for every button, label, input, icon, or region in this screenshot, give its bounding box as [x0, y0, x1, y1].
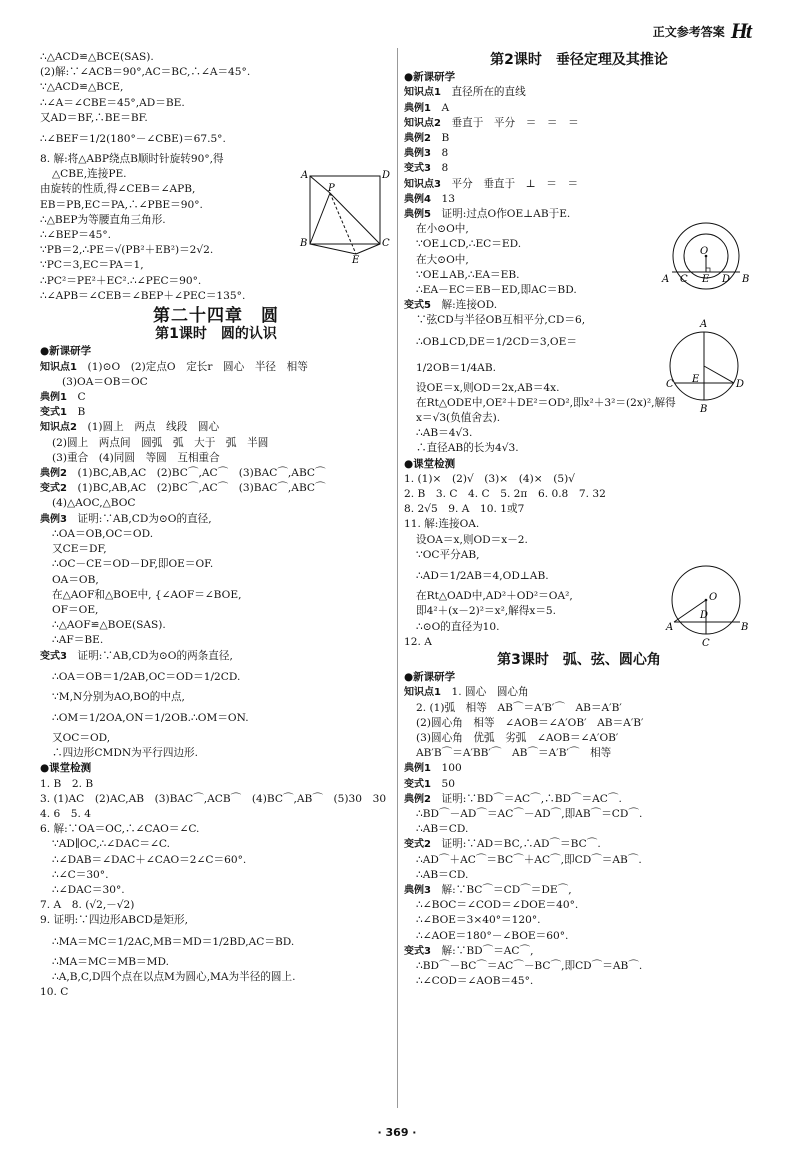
right-line [404, 146, 754, 161]
right-line: ∴AB＝CD. [416, 823, 469, 836]
left-line [40, 405, 392, 420]
fig3-label-e: E [692, 374, 700, 385]
header-title: 正文参考答案 [652, 24, 725, 39]
right-line [404, 837, 754, 852]
left-line: 又CE＝DF, [52, 543, 107, 556]
item-text: B [66, 406, 86, 419]
right-line [404, 161, 754, 176]
right-line: 在Rt△OAD中,AD²＋OD²＝OA², [416, 590, 573, 603]
fig3-label-d: D [736, 379, 745, 390]
fig1-label-d: D [382, 170, 391, 181]
left-line: 1. B 2. B [40, 777, 94, 790]
left-line: ∴OA＝OB＝1/2AB,OC＝OD＝1/2CD. [52, 670, 241, 683]
item-label: 典例3 [40, 513, 67, 525]
left-line: ●新课研学 [40, 345, 92, 358]
left-line [40, 360, 392, 375]
right-line [404, 761, 754, 776]
left-line [40, 481, 392, 496]
item-text: A [430, 101, 450, 114]
left-line: ∴OA＝OB,OC＝OD. [52, 527, 154, 540]
right-line: ∴⊙O的直径为10. [416, 620, 500, 633]
right-line: 2. (1)弧 相等 AB⌒＝A′B′⌒ AB＝A′B′ [416, 701, 622, 714]
item-text: 13 [430, 192, 456, 205]
item-text: 解:∵BD⌒＝AC⌒, [430, 944, 534, 957]
left-line: 7. A 8. (√2,－√2) [40, 899, 135, 912]
right-line: ∵OE⊥AB,∴EA＝EB. [416, 268, 520, 281]
right-column [404, 50, 754, 989]
fig1-label-a: A [301, 170, 309, 181]
right-line: 在大⊙O中, [416, 253, 469, 266]
left-line: ∵AD∥OC,∴∠DAC＝∠C. [52, 838, 170, 851]
item-text: 50 [430, 777, 456, 790]
right-line [404, 207, 754, 222]
left-line: ∴A,B,C,D四个点在以点M为圆心,MA为半径的圆上. [52, 970, 296, 983]
page-number: · 369 · [377, 1126, 417, 1139]
right-line: ∴∠BOC＝∠COD＝∠DOE＝40°. [416, 899, 579, 912]
right-line: 即4²＋(x－2)²＝x²,解得x＝5. [416, 605, 557, 618]
item-label: 变式3 [404, 163, 431, 175]
right-line: 2. B 3. C 4. C 5. 2π 6. 0.8 7. 32 [404, 488, 606, 501]
item-label: 典例1 [404, 763, 431, 775]
left-line [40, 420, 392, 435]
right-line [404, 792, 754, 807]
right-line: 第3课时 弧、弦、圆心角 [497, 651, 661, 668]
left-line: ∴∠A＝∠CBE＝45°,AD＝BE. [40, 96, 185, 109]
item-text: 证明:∵AD＝BC,∴AD⌒＝BC⌒. [430, 838, 601, 851]
right-line: ∴AD⌒＋AC⌒＝BC⌒＋AC⌒,即CD⌒＝AB⌒. [416, 853, 642, 866]
brand-logo: Ht [730, 18, 750, 43]
item-text: 垂直于 平分 ＝ ＝ ＝ [440, 116, 579, 129]
right-line: (3)圆心角 优弧 劣弧 ∠AOB＝∠A′OB′ [416, 731, 619, 744]
item-text: 证明:过点O作OE⊥AB于E. [430, 208, 571, 221]
item-label: 变式3 [404, 945, 431, 957]
left-line: △CBE,连接PE. [52, 168, 127, 181]
right-line: ∴直径AB的长为4√3. [416, 442, 519, 455]
right-line [404, 85, 754, 100]
left-line: ∴MA＝MC＝MB＝MD. [52, 955, 169, 968]
left-line: ∴OM＝1/2OA,ON＝1/2OB.∴OM＝ON. [52, 711, 249, 724]
item-text: 1. 圆心 圆心角 [440, 686, 529, 699]
item-label: 典例4 [404, 193, 431, 205]
left-line: 9. 证明:∵四边形ABCD是矩形, [40, 914, 188, 927]
right-line [404, 298, 754, 313]
item-text: 解:∵BC⌒＝CD⌒＝DE⌒, [430, 883, 572, 896]
left-line: ∴∠C＝30°. [52, 868, 109, 881]
fig3-label-a: A [700, 319, 708, 330]
left-line: ●课堂检测 [40, 762, 92, 775]
circle-chord-figure [666, 316, 752, 416]
left-line: ∵PC＝3,EC＝PA＝1, [40, 259, 144, 272]
right-line: 11. 解:连接OA. [404, 518, 480, 531]
item-text: 8 [430, 147, 449, 160]
left-line: ∴∠DAB＝∠DAC＋∠CAO＝2∠C＝60°. [52, 853, 247, 866]
left-line: ∴四边形CMDN为平行四边形. [52, 747, 199, 760]
right-line: 第2课时 垂径定理及其推论 [490, 52, 668, 68]
left-line: 第二十四章 圆 [153, 306, 279, 327]
fig1-label-e: E [352, 255, 360, 266]
right-line [404, 192, 754, 207]
fig1-label-c: C [382, 238, 390, 249]
right-line: 12. A [404, 635, 432, 648]
column-divider [397, 48, 398, 1108]
right-line: 在Rt△ODE中,OE²＋DE²＝OD²,即x²＋3²＝(2x)²,解得 [416, 396, 676, 409]
fig2-label-c: C [680, 274, 688, 285]
right-line: ∴∠COD＝∠AOB＝45°. [416, 975, 534, 988]
left-line: OF＝OE, [52, 603, 99, 616]
item-label: 变式1 [40, 407, 67, 419]
right-line: ●新课研学 [404, 71, 456, 84]
item-label: 变式2 [40, 483, 67, 495]
left-line: 在△AOF和△BOE中, {∠AOF＝∠BOE, [52, 588, 242, 601]
left-line: (3)OA＝OB＝OC [62, 375, 148, 388]
right-line: ●新课研学 [404, 671, 456, 684]
fig2-label-d: D [722, 274, 731, 285]
item-label: 知识点1 [404, 87, 441, 99]
left-line: ∴PC²＝PE²＋EC².∴∠PEC＝90°. [40, 274, 202, 287]
left-line: (2)圆上 两点间 圆弧 弧 大于 弧 半圆 [52, 436, 269, 449]
left-line: ∵PB＝2,∴PE＝√(PB²＋EB²)＝2√2. [40, 244, 214, 257]
fig4-label-o: O [709, 592, 718, 603]
right-line: ∵OC平分AB, [416, 548, 480, 561]
right-line: ∴∠BOE＝3×40°＝120°. [416, 914, 541, 927]
right-line [404, 131, 754, 146]
left-line: ∴△ACD≌△BCE(SAS). [40, 51, 154, 63]
right-line: 在小⊙O中, [416, 223, 469, 236]
left-line: ∴△AOF≌△BOE(SAS). [52, 619, 166, 632]
left-line: EB＝PB,EC＝PA,∴∠PBE＝90°. [40, 198, 203, 211]
item-text: 8 [430, 162, 449, 175]
item-label: 典例2 [40, 468, 67, 480]
page-header [653, 18, 750, 44]
right-line: ∵弦CD与半径OB互相平分,CD＝6, [416, 314, 586, 327]
left-line: ∴∠APB＝∠CEB＝∠BEP＋∠PEC＝135°. [40, 289, 246, 302]
fig4-label-d: D [700, 610, 709, 621]
left-line: 又AD＝BF,∴BE＝BF. [40, 111, 148, 124]
fig2-label-b: B [742, 274, 750, 285]
right-line [404, 101, 754, 116]
right-line: 设OA＝x,则OD＝x－2. [416, 533, 528, 546]
fig3-label-b: B [700, 404, 708, 415]
item-text: B [430, 132, 450, 145]
fig2-label-a: A [662, 274, 670, 285]
fig2-label-o: O [700, 246, 709, 257]
left-line: 8. 解:将△ABP绕点B顺时针旋转90°,得 [40, 153, 224, 166]
item-text: C [66, 391, 86, 404]
right-line: ∴OB⊥CD,DE＝1/2CD＝3,OE＝ [416, 335, 577, 348]
item-text: 直径所在的直线 [440, 86, 526, 99]
right-line: ∴BD⌒－AD⌒＝AC⌒－AD⌒,即AB⌒＝CD⌒. [416, 807, 643, 820]
item-label: 典例1 [40, 392, 67, 404]
right-line: AB′B⌒＝A′BB′⌒ AB⌒＝A′B′⌒ 相等 [416, 747, 612, 760]
left-line: 又OC＝OD, [52, 731, 111, 744]
item-label: 知识点2 [40, 422, 77, 434]
right-line: ∴BD⌒－BC⌒＝AC⌒－BC⌒,即CD⌒＝AB⌒. [416, 959, 643, 972]
item-text: 证明:∵AB,CD为⊙O的直径, [66, 512, 212, 525]
left-line: ∴∠BEF＝1/2(180°－∠CBE)＝67.5°. [40, 133, 226, 146]
item-label: 典例1 [404, 102, 431, 114]
left-line [40, 512, 392, 527]
square-rotation-figure [300, 168, 396, 264]
right-line [404, 177, 754, 192]
fig3-label-c: C [666, 379, 674, 390]
right-line: x＝√3(负值舍去). [416, 412, 501, 425]
fig1-label-p: P [328, 183, 335, 194]
item-label: 典例5 [404, 209, 431, 221]
item-label: 典例2 [404, 793, 431, 805]
item-text: (1)BC,AB,AC (2)BC⌒,AC⌒ (3)BAC⌒,ABC⌒ [66, 467, 326, 480]
right-line [404, 944, 754, 959]
left-line: 由旋转的性质,得∠CEB＝∠APB, [40, 183, 196, 196]
right-line [404, 883, 754, 898]
right-line: ●课堂检测 [404, 457, 456, 470]
item-text: 平分 垂直于 ⊥ ＝ ＝ [440, 177, 579, 190]
left-line: ∴∠DAC＝30°. [52, 883, 125, 896]
item-label: 变式5 [404, 300, 431, 312]
item-text: (1)圆上 两点 线段 圆心 [76, 421, 220, 434]
right-line: 1/2OB＝1/4AB. [416, 361, 496, 374]
left-line: (3)重合 (4)同圆 等圆 互相重合 [52, 451, 220, 464]
item-label: 典例3 [404, 884, 431, 896]
right-line [404, 777, 754, 792]
left-line: 第1课时 圆的认识 [155, 326, 277, 343]
left-line: (2)解:∵∠ACB＝90°,AC＝BC,∴∠A＝45°. [40, 66, 251, 79]
right-line: 8. 2√5 9. A 10. 1或7 [404, 503, 525, 516]
fig4-label-c: C [702, 638, 710, 649]
fig4-label-a: A [666, 622, 674, 633]
left-line: ∵△ACD≌△BCE, [40, 81, 124, 94]
left-line: ∴OC－CE＝OD－DF,即OE＝OF. [52, 558, 214, 571]
item-text: 证明:∵BD⌒＝AC⌒,∴BD⌒＝AC⌒. [430, 792, 622, 805]
item-text: 解:连接OD. [430, 299, 498, 312]
item-label: 变式1 [404, 778, 431, 790]
left-line [40, 649, 392, 664]
item-text: 100 [430, 762, 462, 775]
right-line: ∴AB＝4√3. [416, 427, 473, 440]
left-line: ∵M,N分别为AO,BO的中点, [52, 690, 185, 703]
item-label: 典例3 [404, 148, 431, 160]
item-label: 典例2 [404, 133, 431, 145]
fig4-label-b: B [741, 622, 749, 633]
left-line: 4. 6 5. 4 [40, 807, 92, 820]
right-line: ∴∠AOE＝180°－∠BOE＝60°. [416, 929, 569, 942]
item-label: 知识点3 [404, 178, 441, 190]
right-line: (2)圆心角 相等 ∠AOB＝∠A′OB′ AB＝A′B′ [416, 716, 644, 729]
fig1-label-b: B [300, 238, 308, 249]
left-line: OA＝OB, [52, 573, 99, 586]
fig2-label-e: E [702, 274, 710, 285]
left-line: (4)△AOC,△BOC [52, 497, 136, 510]
item-label: 变式2 [404, 839, 431, 851]
item-text: (1)⊙O (2)定点O 定长r 圆心 半径 相等 [76, 360, 308, 373]
item-text: (1)BC,AB,AC (2)BC⌒,AC⌒ (3)BAC⌒,ABC⌒ [66, 482, 326, 495]
item-label: 变式3 [40, 650, 67, 662]
left-line: 6. 解:∵OA＝OC,∴∠CAO＝∠C. [40, 823, 200, 836]
item-label: 知识点1 [40, 361, 77, 373]
concentric-circles-figure [660, 228, 752, 290]
left-line [40, 466, 392, 481]
left-line: 3. (1)AC (2)AC,AB (3)BAC⌒,ACB⌒ (4)BC⌒,AB⌒ (5)30 30 [40, 792, 387, 805]
item-label: 知识点2 [404, 117, 441, 129]
right-line: 设OE＝x,则OD＝2x,AB＝4x. [416, 381, 560, 394]
left-line: ∴AF＝BE. [52, 634, 104, 647]
right-line [404, 116, 754, 131]
right-line: ∴AB＝CD. [416, 868, 469, 881]
left-line: ∴MA＝MC＝1/2AC,MB＝MD＝1/2BD,AC＝BD. [52, 935, 295, 948]
right-line: ∴AD＝1/2AB＝4,OD⊥AB. [416, 570, 549, 583]
item-label: 知识点1 [404, 687, 441, 699]
item-text: 证明:∵AB,CD为⊙O的两条直径, [66, 649, 233, 662]
right-line: ∴EA－EC＝EB－ED,即AC＝BD. [416, 284, 577, 297]
right-line [404, 685, 754, 700]
right-line: 1. (1)× (2)√ (3)× (4)× (5)√ [404, 472, 576, 485]
left-line: 10. C [40, 985, 69, 998]
left-line: ∴△BEP为等腰直角三角形. [40, 213, 166, 226]
right-line: ∵OE⊥CD,∴EC＝ED. [416, 238, 522, 251]
left-line [40, 390, 392, 405]
left-line: ∴∠BEP＝45°. [40, 229, 112, 242]
circle-bisector-figure [666, 562, 752, 650]
